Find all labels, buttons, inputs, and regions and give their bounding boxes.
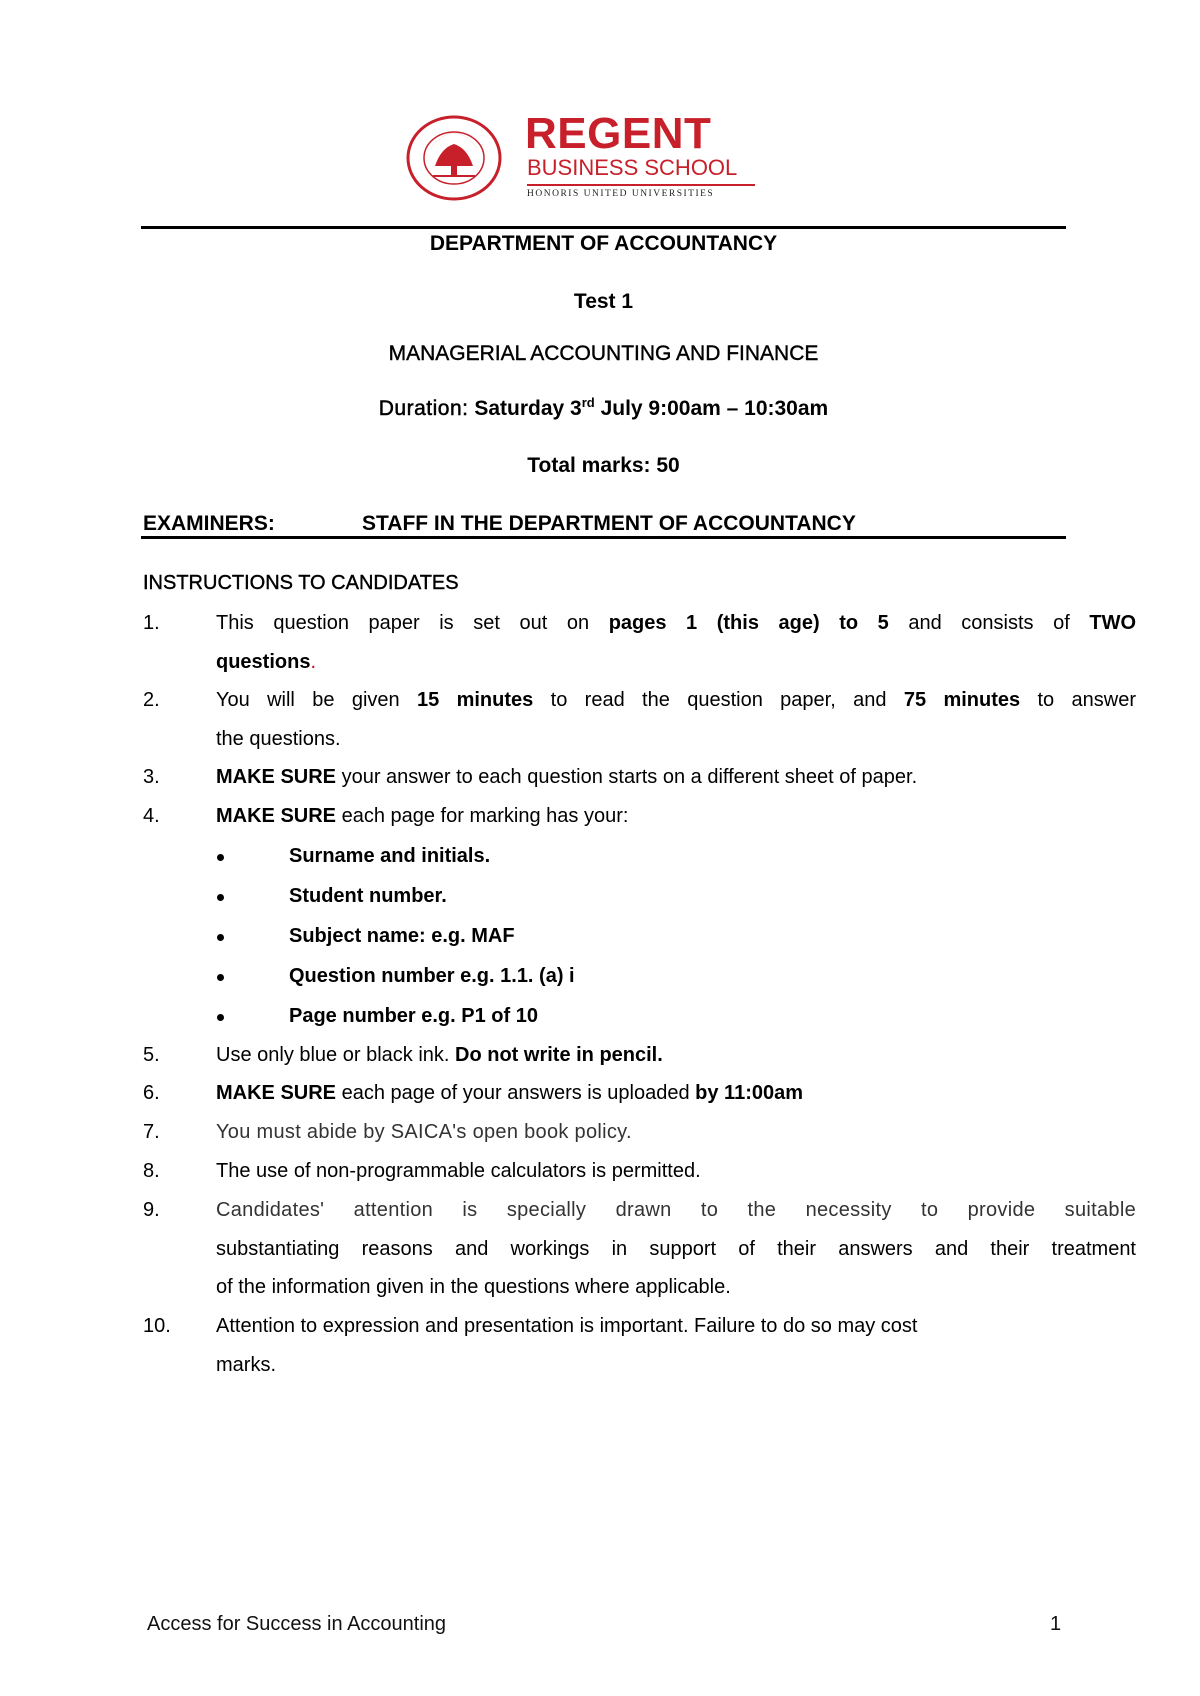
duration-day: Saturday 3 <box>474 397 582 420</box>
test-title: Test 1 <box>573 290 634 313</box>
instructions-heading: INSTRUCTIONS TO CANDIDATES <box>143 572 459 594</box>
brand-divider <box>527 184 755 186</box>
brand-tagline: HONORIS UNITED UNIVERSITIES <box>527 189 715 199</box>
instruction-number: 9. <box>143 1199 160 1221</box>
bullet-icon <box>217 854 224 861</box>
duration-time: July 9:00am – 10:30am <box>600 397 829 420</box>
duration-line <box>141 395 1066 420</box>
bullet-icon <box>217 1014 224 1021</box>
instruction-number: 3. <box>143 766 160 788</box>
bullet-icon <box>217 894 224 901</box>
bullet-icon <box>217 974 224 981</box>
instruction-number: 6. <box>143 1082 160 1104</box>
course-title: MANAGERIAL ACCOUNTING AND FINANCE <box>388 342 819 365</box>
page-number: 1 <box>1050 1613 1062 1635</box>
duration-label: Duration: <box>378 397 469 420</box>
header-top-rule <box>141 226 1066 229</box>
brand-name: REGENT <box>525 109 712 158</box>
brand-subtitle: BUSINESS SCHOOL <box>527 155 738 180</box>
examiners-value: STAFF IN THE DEPARTMENT OF ACCOUNTANCY <box>362 512 856 535</box>
regent-seal-icon <box>405 114 503 202</box>
instruction-number: 4. <box>143 805 160 827</box>
instruction-number: 10. <box>143 1315 171 1337</box>
exam-cover-page: REGENT BUSINESS SCHOOL HONORIS UNITED UNIVERSITIES DEPARTMENT OF ACCOUNTANCY Test 1 MANAGERIAL ACCOUNTING AND FINANCE Duration: Saturday 3rd July 9:00am – 10:30am Total marks: 50 EXAMINERS: STAFF IN THE DEPARTMENT OF ACCOUNTANCY INSTRUCTIONS TO CANDIDATES 1. This question paper is set out on pages 1 (this age) to 5 and consists of TWO questions. 2. You will be given 15 minutes to read the question paper, and 75 minutes to answer the questions. 3. MAKE SURE your answer to each question starts on a different sheet of paper. 4. MAKE SURE each page for marking has your: Surname and initials. Student number. Subject name: e.g. MAF Question number e.g. 1.1. (a) i Page number e.g. P1 of 10 5. Use only blue or black ink. Do not write in pencil. 6. MAKE SURE each page of your answers is uploaded by 11:00am 7. You must abide by SAICA's open book policy. 8. The use of non-programmable calculators is permitted. 9. Candidates' attention is specially drawn to the necessity to provide suitable substantiating reasons and workings in support of their answers and their treatment of the information given in the questions where applicable. 10. Attention to expression and presentation is important. Failure to do so may cost marks. Access for Success in Accounting 1 <box>143 109 1137 1635</box>
instruction-number: 7. <box>143 1121 160 1143</box>
instruction-number: 8. <box>143 1160 160 1182</box>
footer-text: Access for Success in Accounting <box>147 1613 447 1635</box>
examiners-label: EXAMINERS: <box>143 512 275 535</box>
bullet-icon <box>217 934 224 941</box>
duration-day-suffix: rd <box>581 395 595 410</box>
instruction-number: 1. <box>143 612 160 634</box>
instruction-number: 5. <box>143 1044 160 1066</box>
instruction-number: 2. <box>143 689 160 711</box>
department-title: DEPARTMENT OF ACCOUNTANCY <box>429 232 778 255</box>
examiners-line <box>143 512 856 535</box>
header-bottom-rule <box>141 536 1066 539</box>
regent-logo <box>405 109 755 202</box>
total-marks: Total marks: 50 <box>527 454 680 477</box>
